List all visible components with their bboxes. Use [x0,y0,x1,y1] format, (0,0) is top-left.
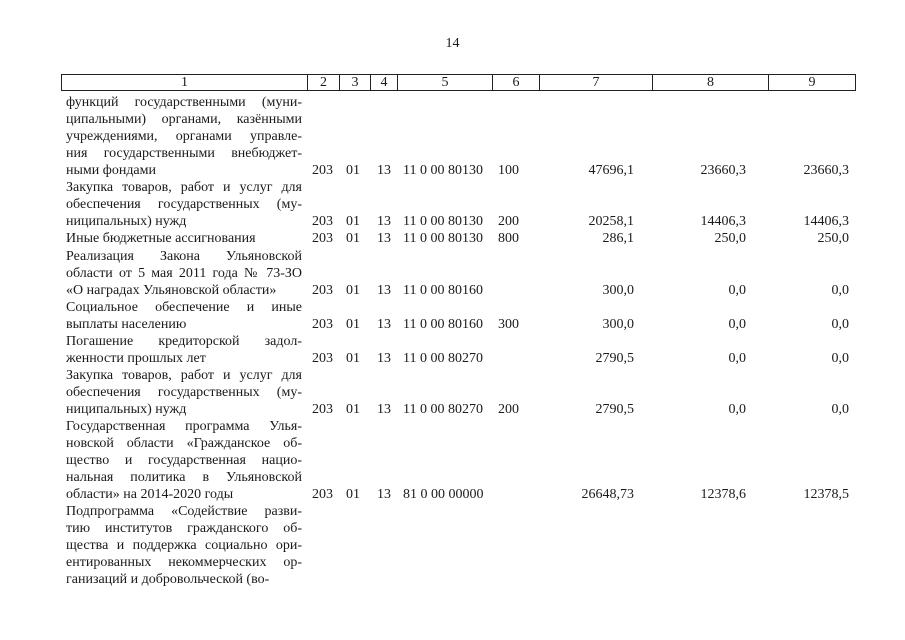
cell-c8: 0,0 [728,351,746,366]
cell-c3: 01 [346,351,360,366]
row-name-line: ными фондами [66,163,157,178]
table-row [0,230,905,247]
table-row [0,299,905,333]
row-name [66,94,302,179]
cell-c4: 13 [377,283,391,298]
cell-c5: 11 0 00 80270 [403,402,483,417]
page-number: 14 [445,36,460,51]
column-header-5: 5 [398,75,493,91]
cell-c9: 23660,3 [803,163,849,178]
cell-c4: 13 [377,317,391,332]
row-name [66,333,302,367]
row-name-line: обеспечения государственных (му- [66,197,302,212]
column-header-7: 7 [540,75,653,91]
cell-c5: 11 0 00 80130 [403,214,483,229]
cell-c5: 11 0 00 80270 [403,351,483,366]
cell-c6: 200 [498,402,519,417]
cell-c7: 300,0 [602,283,634,298]
cell-c9: 0,0 [831,402,849,417]
cell-c7: 47696,1 [588,163,634,178]
column-header-2: 2 [308,75,340,91]
row-name [66,367,302,418]
row-name-line: щество и государственная нацио- [66,453,302,468]
cell-c9: 0,0 [831,283,849,298]
cell-c5: 11 0 00 80160 [403,283,483,298]
cell-c4: 13 [377,163,391,178]
cell-c8: 23660,3 [700,163,746,178]
cell-c2: 203 [312,231,333,246]
cell-c7: 300,0 [602,317,634,332]
cell-c7: 26648,73 [581,487,634,502]
column-header-4: 4 [371,75,398,91]
row-name [66,503,302,588]
row-name-line: ентированных некоммерческих ор- [66,555,302,570]
cell-c8: 0,0 [728,402,746,417]
cell-c5: 11 0 00 80130 [403,231,483,246]
cell-c6: 100 [498,163,519,178]
table-row [0,418,905,503]
row-name-line: обеспечения государственных (му- [66,385,302,400]
row-name [66,248,302,299]
cell-c2: 203 [312,214,333,229]
cell-c4: 13 [377,214,391,229]
row-name [66,418,302,503]
row-name-line: функций государственными (муни- [66,95,302,110]
row-name-line: Закупка товаров, работ и услуг для [66,368,302,383]
cell-c2: 203 [312,163,333,178]
cell-c3: 01 [346,402,360,417]
cell-c3: 01 [346,231,360,246]
cell-c9: 14406,3 [803,214,849,229]
cell-c7: 20258,1 [588,214,634,229]
row-name-line: щества и поддержка социально ори- [66,538,302,553]
cell-c9: 0,0 [831,351,849,366]
row-name-line: ганизаций и добровольческой (во- [66,572,270,587]
row-name [66,179,302,230]
column-header-9: 9 [769,75,856,91]
cell-c8: 250,0 [714,231,746,246]
column-header-8: 8 [653,75,769,91]
column-header-1: 1 [62,75,308,91]
cell-c3: 01 [346,283,360,298]
row-name-line: тию институтов гражданского об- [66,521,302,536]
cell-c3: 01 [346,487,360,502]
cell-c2: 203 [312,351,333,366]
cell-c2: 203 [312,402,333,417]
table-row [0,333,905,367]
row-name-line: Реализация Закона Ульяновской [66,249,302,264]
row-name-line: женности прошлых лет [66,351,206,366]
row-name-line: новской области «Гражданское об- [66,436,302,451]
row-name-line: «О наградах Ульяновской области» [66,283,277,298]
row-name-line: нальная политика в Ульяновской [66,470,302,485]
cell-c3: 01 [346,214,360,229]
cell-c8: 14406,3 [700,214,746,229]
row-name-line: выплаты населению [66,317,187,332]
cell-c8: 0,0 [728,317,746,332]
cell-c9: 250,0 [817,231,849,246]
row-name-line: области от 5 мая 2011 года № 73-ЗО [66,266,302,281]
cell-c6: 300 [498,317,519,332]
row-name-line: области» на 2014-2020 годы [66,487,234,502]
row-name [66,299,302,333]
cell-c5: 11 0 00 80160 [403,317,483,332]
row-name-line: ципальными) органами, казёнными [66,112,302,127]
row-name-line: Социальное обеспечение и иные [66,300,302,315]
cell-c7: 286,1 [602,231,634,246]
cell-c7: 2790,5 [595,351,634,366]
cell-c4: 13 [377,231,391,246]
cell-c3: 01 [346,317,360,332]
column-header-3: 3 [340,75,371,91]
cell-c9: 0,0 [831,317,849,332]
row-name-line: Подпрограмма «Содействие разви- [66,504,302,519]
cell-c5: 81 0 00 00000 [403,487,484,502]
cell-c6: 800 [498,231,519,246]
row-name-line: учреждениями, органами управле- [66,129,302,144]
cell-c8: 0,0 [728,283,746,298]
cell-c2: 203 [312,283,333,298]
table-row [0,367,905,418]
row-name-line: ния государственными внебюджет- [66,146,302,161]
cell-c5: 11 0 00 80130 [403,163,483,178]
row-name-line: ниципальных) нужд [66,402,187,417]
cell-c4: 13 [377,351,391,366]
cell-c3: 01 [346,163,360,178]
table-row [0,503,905,588]
row-name-line: Иные бюджетные ассигнования [66,231,256,246]
row-name-line: Погашение кредиторской задол- [66,334,302,349]
cell-c7: 2790,5 [595,402,634,417]
row-name [66,230,302,247]
cell-c8: 12378,6 [700,487,746,502]
row-name-line: Государственная программа Улья- [66,419,302,434]
column-header-6: 6 [493,75,540,91]
table-row [0,179,905,230]
cell-c6: 200 [498,214,519,229]
cell-c4: 13 [377,402,391,417]
cell-c2: 203 [312,317,333,332]
row-name-line: ниципальных) нужд [66,214,187,229]
table-row [0,94,905,179]
cell-c9: 12378,5 [803,487,849,502]
table-row [0,248,905,299]
cell-c4: 13 [377,487,391,502]
cell-c2: 203 [312,487,333,502]
row-name-line: Закупка товаров, работ и услуг для [66,180,302,195]
